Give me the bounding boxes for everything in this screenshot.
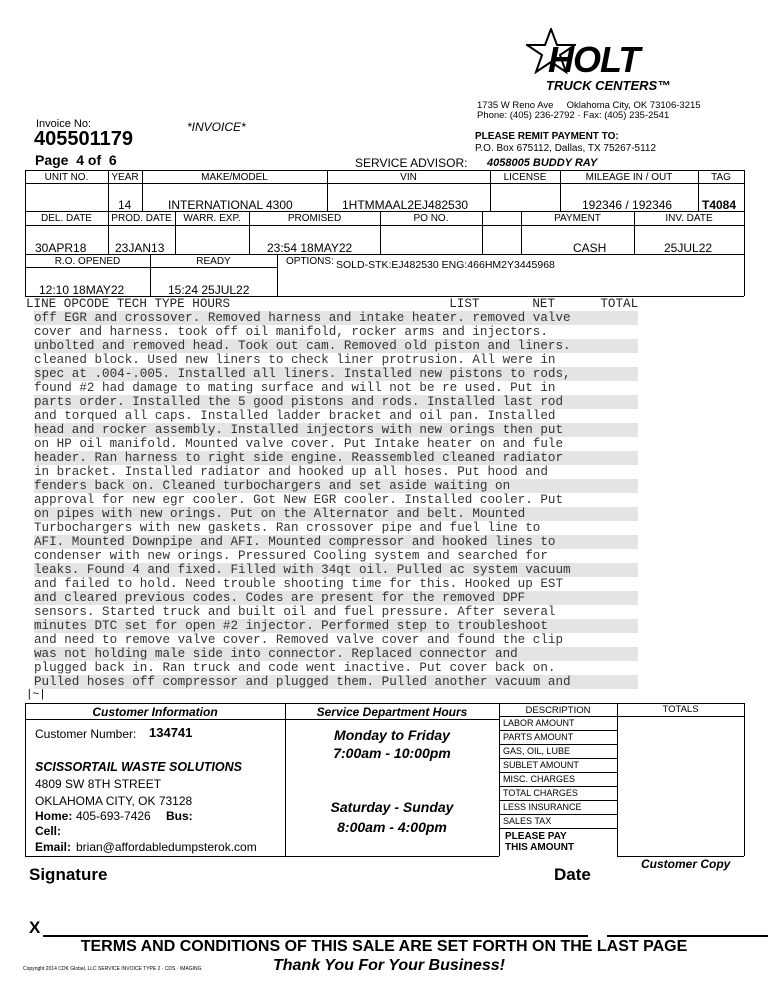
tag-value: T4084	[702, 198, 737, 212]
unit-no-label: UNIT NO.	[44, 172, 89, 183]
promised-label: PROMISED	[287, 213, 342, 224]
remit-label: PLEASE REMIT PAYMENT TO:	[475, 131, 619, 142]
options-value: SOLD-STK:EJ482530 ENG:466HM2Y3445968	[336, 259, 555, 271]
note-line: minutes DTC set for open #2 injector. Performed step to troubleshoot	[34, 619, 638, 633]
note-line: fenders back on. Cleaned turbochargers and set aside waiting on	[34, 479, 638, 493]
service-advisor: 4058005 BUDDY RAY	[487, 157, 598, 169]
prod-date-value: 23JAN13	[115, 241, 165, 255]
totals-header: TOTALS	[662, 704, 699, 715]
customer-cell-label: Cell:	[35, 824, 62, 838]
labor-amount-label: LABOR AMOUNT	[503, 718, 575, 728]
parts-amount-label: PARTS AMOUNT	[503, 732, 574, 742]
note-line: AFI. Mounted Downpipe and AFI. Mounted compressor and hooked lines to	[34, 535, 638, 549]
mileage-label: MILEAGE IN / OUT	[585, 172, 673, 183]
prod-date-label: PROD. DATE	[111, 213, 172, 224]
year-value: 14	[118, 198, 132, 212]
customer-name: SCISSORTAIL WASTE SOLUTIONS	[35, 760, 242, 774]
note-line: parts order. Installed the 5 good pistons and rods. Installed last rod	[34, 395, 638, 409]
customer-copy-label: Customer Copy	[641, 857, 731, 871]
date-line[interactable]	[607, 935, 768, 937]
note-line: Turbochargers with new gaskets. Ran crossover pipe and fuel line to	[34, 521, 541, 535]
note-line: and need to remove valve cover. Removed valve cover and found the clip	[34, 633, 564, 647]
note-line: on pipes with new orings. Put on the Alternator and belt. Mounted	[34, 507, 638, 521]
customer-number-label: Customer Number:	[35, 727, 137, 741]
weekend-days: Saturday - Sunday	[330, 799, 454, 815]
inv-date-value: 25JUL22	[664, 241, 713, 255]
note-line: cleaned block. Used new liners to check liner protrusion. All were in	[34, 353, 556, 367]
vin-label: VIN	[400, 172, 417, 183]
customer-home-label: Home:	[35, 809, 73, 823]
note-line: on HP oil manifold. Mounted valve cover. Put Intake heater on and fule	[34, 437, 564, 451]
inv-date-label: INV. DATE	[665, 213, 713, 224]
ready-label: READY	[196, 256, 231, 267]
note-line: Pulled hoses off compressor and plugged them. Pulled another vacuum and	[34, 675, 638, 689]
note-line: cover and harness. took off oil manifold, rocker arms and injectors.	[34, 325, 548, 339]
note-line: header. Ran harness to right side engine. Reassembled cleaned radiator	[34, 451, 638, 465]
sublet-amount-label: SUBLET AMOUNT	[503, 760, 579, 770]
weekday-hours: 7:00am - 10:00pm	[333, 745, 451, 761]
company-name: HOLT	[548, 39, 640, 80]
this-amount-label: THIS AMOUNT	[505, 842, 575, 853]
ready-value: 15:24 25JUL22	[168, 283, 250, 297]
signature-label: Signature	[29, 865, 108, 884]
weekday-days: Monday to Friday	[334, 727, 450, 743]
make-model-label: MAKE/MODEL	[201, 172, 268, 183]
note-line: head and rocker assembly. Installed injectors with new orings then put	[34, 423, 638, 437]
description-header: DESCRIPTION	[525, 705, 591, 716]
customer-home-phone: 405-693-7426	[76, 809, 151, 823]
total-charges-label: TOTAL CHARGES	[503, 788, 578, 798]
del-date-value: 30APR18	[35, 241, 87, 255]
vin-value: 1HTMMAAL2EJ482530	[342, 198, 469, 212]
company-phone: Phone: (405) 236-2792 · Fax: (405) 235-2541	[477, 110, 670, 121]
note-line: and torqued all caps. Installed ladder bracket and oil pan. Installed	[34, 409, 556, 423]
less-insurance-label: LESS INSURANCE	[503, 802, 582, 812]
customer-email: brian@affordabledumpsterok.com	[76, 840, 257, 854]
license-label: LICENSE	[503, 172, 547, 183]
customer-info-title: Customer Information	[92, 705, 218, 719]
company-address: 1735 W Reno Ave Oklahoma City, OK 73106-3215	[477, 100, 701, 111]
note-line: leaks. Found 4 and fixed. Filled with 34qt oil. Pulled ac system vacuum	[34, 563, 638, 577]
terms-notice: TERMS AND CONDITIONS OF THIS SALE ARE SET FORTH ON THE LAST PAGE	[80, 938, 688, 955]
please-pay-label: PLEASE PAY	[505, 831, 567, 842]
service-advisor-label: SERVICE ADVISOR:	[355, 156, 468, 170]
invoice-number: 405501179	[34, 128, 134, 150]
continuation-mark: |~|	[26, 689, 46, 701]
warr-exp-label: WARR. EXP.	[183, 213, 241, 224]
note-line: approval for new egr cooler. Got New EGR cooler. Installed cooler. Put	[34, 493, 564, 507]
invoice-no-label: Invoice No:	[36, 118, 92, 130]
del-date-label: DEL. DATE	[41, 213, 92, 224]
note-line: spec at .004-.005. Installed all liners. Installed new pistons to rods,	[34, 367, 638, 381]
customer-street: 4809 SW 8TH STREET	[35, 777, 162, 791]
customer-number: 134741	[149, 725, 193, 740]
note-line: in bracket. Installed radiator and hooked up all hoses. Put hood and	[34, 465, 548, 479]
technician-notes	[34, 311, 638, 689]
note-line: plugged back in. Ran truck and code went inactive. Put cover back on.	[34, 661, 556, 675]
mileage-value: 192346 / 192346	[582, 198, 673, 212]
gas-oil-lube-label: GAS, OIL, LUBE	[503, 746, 571, 756]
note-line: and cleared previous codes. Codes are present for the removed DPF	[34, 591, 638, 605]
signature-line[interactable]	[43, 935, 588, 937]
company-subtitle: TRUCK CENTERS™	[546, 78, 671, 93]
copyright: Copyright 2014 CDK Global, LLC SERVICE INVOICE TYPE 2 · CDS · IMAGING	[23, 966, 202, 972]
sales-tax-label: SALES TAX	[503, 816, 552, 826]
ro-opened-label: R.O. OPENED	[54, 256, 121, 267]
misc-charges-label: MISC. CHARGES	[503, 774, 576, 784]
thank-you: Thank You For Your Business!	[272, 957, 506, 974]
ro-opened-value: 12:10 18MAY22	[39, 283, 125, 297]
note-line: off EGR and crossover. Removed harness and intake heater. removed valve	[34, 311, 638, 325]
po-no-label: PO NO.	[413, 213, 449, 224]
customer-email-label: Email:	[35, 840, 72, 854]
promised-value: 23:54 18MAY22	[267, 241, 353, 255]
year-label: YEAR	[111, 172, 139, 183]
note-line: and failed to hold. Need trouble shooting time for this. Hooked up EST	[34, 577, 564, 591]
payment-value: CASH	[573, 241, 607, 255]
remit-address: P.O. Box 675112, Dallas, TX 75267-5112	[475, 143, 657, 154]
note-line: found #2 had damage to mating surface and will not be re used. Put in	[34, 381, 556, 395]
service-hours-title: Service Department Hours	[316, 705, 468, 719]
note-line: was not holding male side into connector. Replaced connector and	[34, 647, 638, 661]
tag-label: TAG	[711, 172, 731, 183]
invoice-tag: *INVOICE*	[187, 120, 246, 134]
payment-label: PAYMENT	[554, 213, 601, 224]
customer-bus-label: Bus:	[166, 809, 193, 823]
weekend-hours: 8:00am - 4:00pm	[337, 819, 447, 835]
date-label: Date	[554, 865, 591, 884]
note-line: unbolted and removed head. Took out cam. Removed old piston and liners.	[34, 339, 638, 353]
holt-logo	[526, 28, 696, 98]
page-indicator: Page 4 of 6	[35, 152, 117, 168]
note-line: condenser with new orings. Pressured Cooling system and searched for	[34, 549, 548, 563]
note-line: sensors. Started truck and built oil and fuel pressure. After several	[34, 605, 556, 619]
options-label: OPTIONS:	[286, 256, 334, 267]
signature-x: X	[29, 918, 41, 937]
make-model-value: INTERNATIONAL 4300	[168, 198, 293, 212]
customer-city: OKLAHOMA CITY, OK 73128	[35, 794, 193, 808]
line-items-header: LINE OPCODE TECH TYPE HOURS LIST NET TOTAL	[26, 297, 639, 311]
